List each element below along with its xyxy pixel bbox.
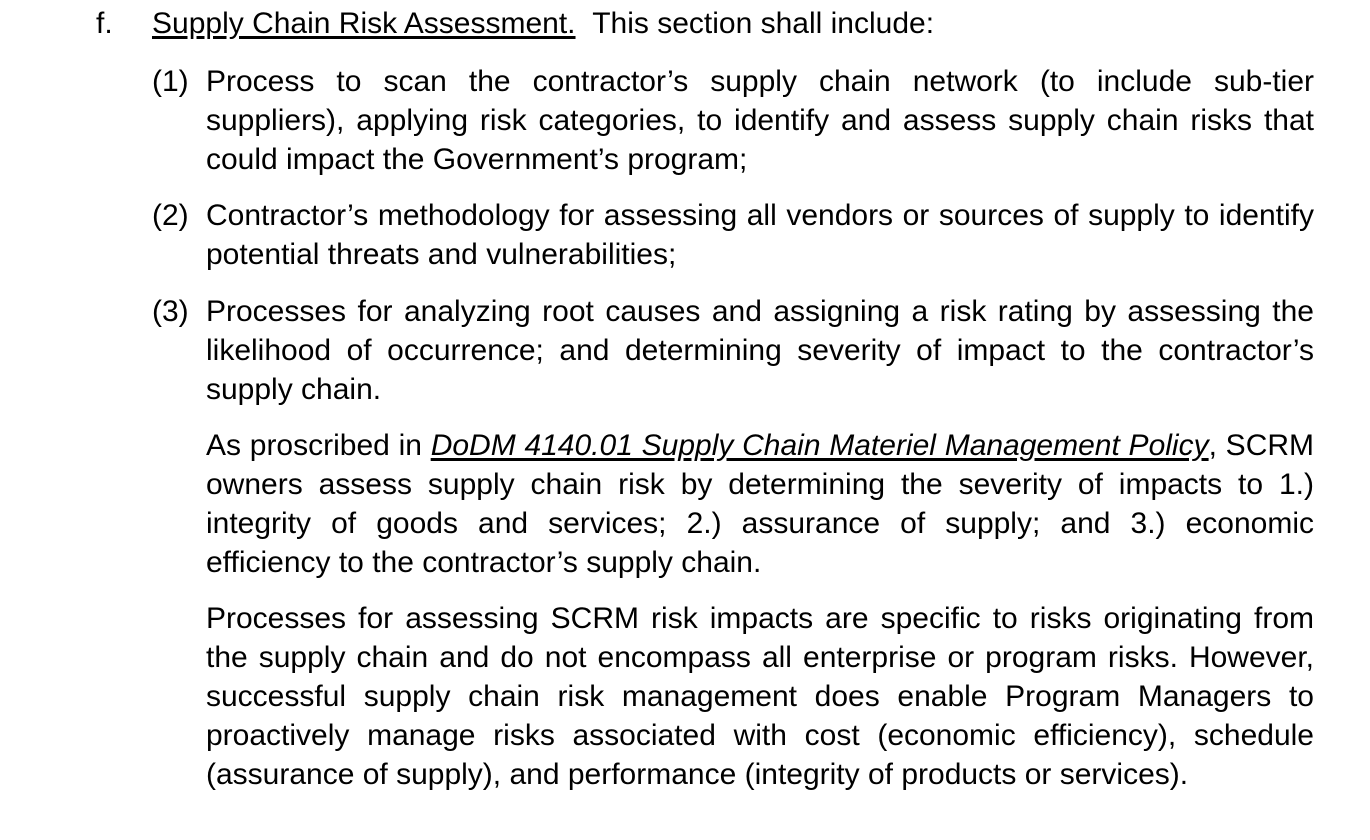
policy-reference: DoDM 4140.01 Supply Chain Materiel Management Policy bbox=[430, 429, 1209, 462]
section-intro: This section shall include: bbox=[592, 7, 935, 40]
list-item bbox=[152, 196, 1314, 274]
item-number: (1) bbox=[152, 65, 189, 98]
body-paragraph: Processes for assessing SCRM risk impacts are specific to risks originating from the supply chain and do not encompass all enterprise or program risks. However, successful supply chain risk management does enable Program Managers to proactively manage risks associated with cost (economic efficiency), schedule (assurance of supply), and performance (integrity of products or services). bbox=[206, 602, 1314, 791]
body-paragraph bbox=[206, 426, 1314, 582]
item-text: Processes for analyzing root causes and assigning a risk rating by assessing the likelihood of occurrence; and determining severity of impact to the contractor’s supply chain. bbox=[206, 295, 1314, 406]
paragraph-lead: As proscribed in bbox=[206, 429, 431, 462]
section-heading bbox=[96, 4, 1316, 43]
paragraph-text: , SCRM owners assess supply chain risk by determining the severity of impacts to 1.) integrity of goods and services; 2.) assurance of supply; and 3.) economic efficiency to the contractor’s supply chain. bbox=[206, 429, 1315, 579]
item-number: (2) bbox=[152, 199, 189, 232]
section-title: Supply Chain Risk Assessment. bbox=[152, 7, 576, 40]
item-text: Process to scan the contractor’s supply chain network (to include sub-tier suppliers), applying risk categories, to identify and assess supply chain risks that could impact the Government’s program; bbox=[206, 65, 1314, 176]
section-letter: f. bbox=[96, 7, 113, 40]
item-text: Contractor’s methodology for assessing all vendors or sources of supply to identify potential threats and vulnerabilities; bbox=[206, 199, 1314, 271]
list-item bbox=[152, 62, 1314, 179]
item-number: (3) bbox=[152, 295, 189, 328]
list-item bbox=[152, 292, 1314, 409]
